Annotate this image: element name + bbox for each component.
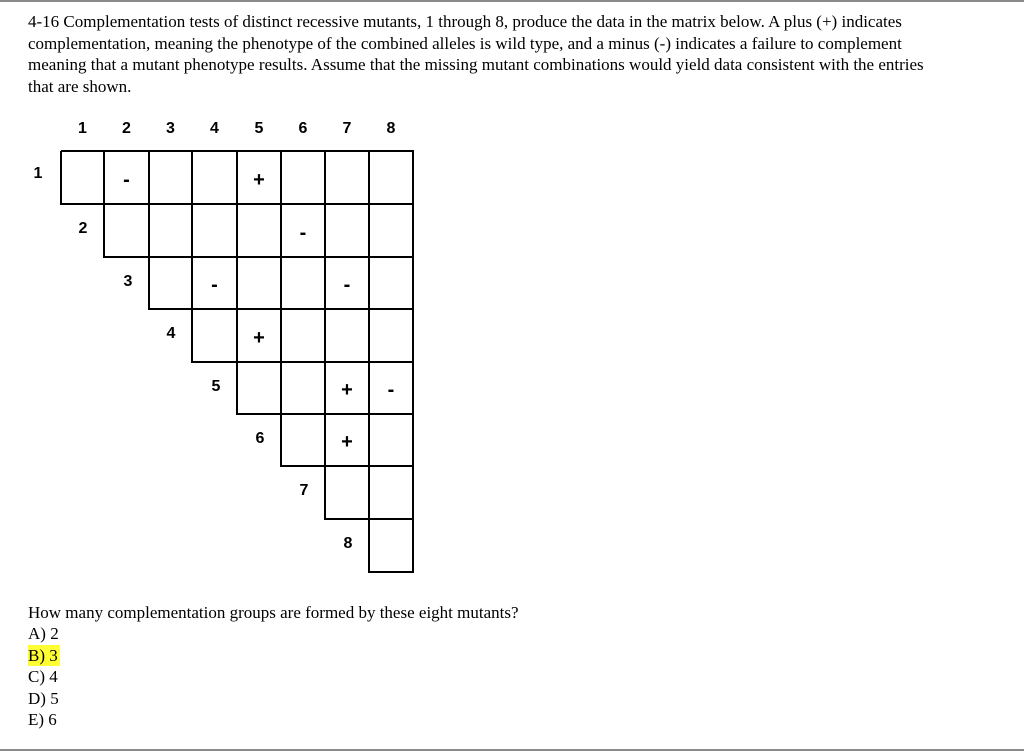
question-line-3: meaning that a mutant phenotype results. Assume that the missing mutant combinations would yield data consistent with the entries	[28, 55, 924, 74]
matrix-cell-3-4: -	[211, 274, 218, 296]
bottom-divider	[0, 749, 1024, 751]
option-a[interactable]: A) 2	[28, 624, 59, 643]
option-c[interactable]: C) 4	[28, 667, 58, 686]
matrix-cell-1-2: -	[123, 168, 130, 191]
answer-options	[28, 623, 61, 731]
grid-hline	[369, 571, 414, 573]
grid-vline	[191, 151, 193, 363]
grid-vline	[368, 151, 370, 573]
row-header-1: 1	[33, 165, 43, 182]
top-divider	[0, 0, 1024, 2]
matrix-cell-2-6: -	[299, 221, 307, 244]
grid-hline	[237, 413, 414, 415]
row-header-8: 8	[343, 535, 353, 552]
column-header-5: 5	[254, 120, 264, 137]
grid-vline	[103, 151, 105, 258]
row-header-4: 4	[166, 325, 176, 342]
question-line-1: 4-16 Complementation tests of distinct recessive mutants, 1 through 8, produce the data in the matrix below. A plus (+) indicates	[28, 12, 902, 31]
row-header-2: 2	[78, 220, 88, 237]
column-header-8: 8	[386, 120, 396, 137]
column-header-3: 3	[166, 120, 175, 137]
grid-hline	[281, 465, 414, 467]
column-header-7: 7	[342, 120, 352, 137]
option-e[interactable]: E) 6	[28, 710, 57, 729]
matrix-cell-6-7: +	[341, 431, 353, 453]
grid-vline	[324, 151, 326, 520]
row-header-5: 5	[211, 378, 221, 395]
row-header-7: 7	[299, 482, 309, 499]
option-d[interactable]: D) 5	[28, 688, 59, 708]
grid-vline	[148, 151, 150, 310]
column-header-4: 4	[210, 120, 219, 137]
grid-hline	[104, 256, 414, 258]
grid-hline	[192, 361, 414, 363]
row-header-6: 6	[255, 430, 265, 447]
grid-vline	[60, 151, 62, 205]
question-line-2: complementation, meaning the phenotype of the combined alleles is wild type, and a minus (-) indicates a failure to complement	[28, 33, 902, 53]
grid-vline	[412, 151, 414, 573]
grid-hline	[61, 150, 414, 152]
grid-hline	[61, 203, 414, 205]
matrix-cell-5-8: -	[387, 379, 395, 401]
grid-vline	[236, 151, 238, 415]
option-b[interactable]: B) 3	[28, 645, 58, 665]
grid-hline	[149, 308, 414, 310]
matrix-cell-5-7: +	[341, 379, 353, 401]
matrix-cell-4-5: +	[253, 326, 265, 349]
column-header-1: 1	[78, 120, 87, 137]
row-header-3: 3	[123, 273, 133, 290]
question-line-4: that are shown.	[28, 76, 132, 96]
grid-vline	[280, 151, 282, 467]
question-text	[28, 11, 1018, 97]
column-header-6: 6	[298, 120, 308, 137]
column-header-2: 2	[122, 120, 131, 137]
matrix-cell-1-5: +	[253, 168, 265, 191]
matrix-cell-3-7: -	[343, 274, 351, 296]
followup-question: How many complementation groups are formed by these eight mutants?	[28, 603, 519, 622]
grid-hline	[325, 518, 414, 520]
